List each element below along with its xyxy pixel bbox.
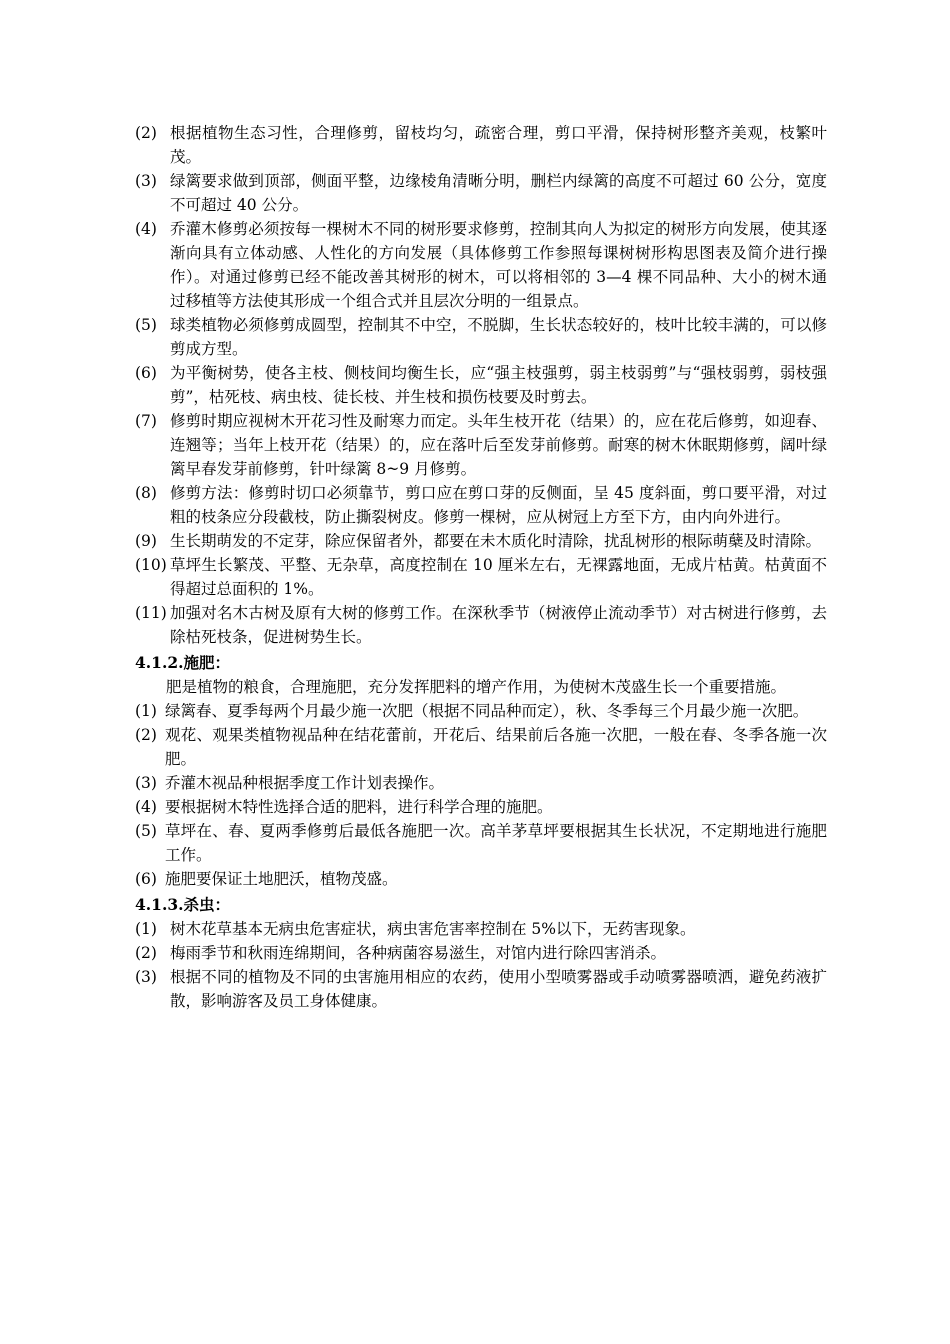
list-item-fertilize-6 — [135, 867, 827, 891]
list-item-pruning-5 — [135, 313, 827, 361]
item-number: (5) — [135, 316, 157, 334]
list-item-pruning-7 — [135, 409, 827, 481]
item-text: 梅雨季节和秋雨连绵期间，各种病菌容易滋生，对馆内进行除四害消杀。 — [170, 944, 667, 962]
list-item-fertilize-3 — [135, 771, 827, 795]
item-number: (2) — [135, 944, 157, 962]
list-item-fertilize-5 — [135, 819, 827, 867]
item-number: (6) — [135, 870, 157, 888]
item-number: (5) — [135, 822, 157, 840]
item-text: 加强对名木古树及原有大树的修剪工作。在深秋季节（树液停止流动季节）对古树进行修剪，去除枯死枝条，促进树势生长。 — [170, 604, 827, 646]
item-number: (1) — [135, 920, 157, 938]
fertilize-intro: 肥是植物的粮食，合理施肥，充分发挥肥料的增产作用，为使树木茂盛生长一个重要措施。 — [166, 678, 787, 696]
item-text: 草坪在、春、夏两季修剪后最低各施肥一次。高羊茅草坪要根据其生长状况，不定期地进行施肥工作。 — [165, 822, 827, 864]
item-text: 修剪方法：修剪时切口必须靠节，剪口应在剪口芽的反侧面，呈 45 度斜面，剪口要平滑，对过粗的枝条应分段截枝，防止撕裂树皮。修剪一棵树，应从树冠上方至下方，由内向外进行。 — [170, 484, 827, 526]
item-text: 乔灌木修剪必须按每一棵树木不同的树形要求修剪，控制其向人为拟定的树形方向发展，使其逐渐向具有立体动感、人性化的方向发展（具体修剪工作参照每课树树形构思图表及简介进行操作）。对通过修剪已经不能改善其树形的树木，可以将相邻的 3—4 棵不同品种、大小的树木通过移植等方法使其形成一个组合式并且层次分明的一组景点。 — [170, 220, 827, 310]
list-item-fertilize-2 — [135, 723, 827, 771]
item-text: 为平衡树势，使各主枝、侧枝间均衡生长，应“强主枝强剪，弱主枝弱剪”与“强枝弱剪，弱枝强剪”，枯死枝、病虫枝、徒长枝、并生枝和损伤枝要及时剪去。 — [170, 364, 827, 406]
item-text: 修剪时期应视树木开花习性及耐寒力而定。头年生枝开花（结果）的，应在花后修剪，如迎春、连翘等；当年上枝开花（结果）的，应在落叶后至发芽前修剪。耐寒的树木休眠期修剪，阔叶绿篱早春发芽前修剪，针叶绿篱 8~9 月修剪。 — [170, 412, 827, 478]
list-item-insect-1 — [135, 917, 827, 941]
item-number: (2) — [135, 124, 157, 142]
item-text: 要根据树木特性选择合适的肥料，进行科学合理的施肥。 — [165, 798, 553, 816]
item-number: (4) — [135, 798, 157, 816]
item-number: (7) — [135, 412, 157, 430]
section-heading-fertilize: 4.1.2.施肥： — [135, 653, 231, 672]
item-number: (4) — [135, 220, 157, 238]
list-item-pruning-10 — [135, 553, 827, 601]
item-text: 草坪生长繁茂、平整、无杂草，高度控制在 10 厘米左右，无裸露地面，无成片枯黄。枯黄面不得超过总面积的 1%。 — [170, 556, 827, 598]
section-heading-insect: 4.1.3.杀虫： — [135, 895, 231, 914]
item-number: (11) — [135, 604, 167, 622]
list-item-pruning-8 — [135, 481, 827, 529]
item-number: (3) — [135, 968, 157, 986]
item-text: 根据植物生态习性，合理修剪，留枝均匀，疏密合理，剪口平滑，保持树形整齐美观，枝繁叶茂。 — [170, 124, 827, 166]
item-text: 施肥要保证土地肥沃，植物茂盛。 — [165, 870, 398, 888]
list-item-pruning-4 — [135, 217, 827, 313]
item-text: 树木花草基本无病虫危害症状，病虫害危害率控制在 5%以下，无药害现象。 — [170, 920, 696, 938]
item-text: 观花、观果类植物视品种在结花蕾前，开花后、结果前后各施一次肥，一般在春、冬季各施一次肥。 — [165, 726, 827, 768]
item-text: 绿篱要求做到顶部，侧面平整，边缘棱角清晰分明，删栏内绿篱的高度不可超过 60 公分，宽度不可超过 40 公分。 — [170, 172, 827, 214]
list-item-pruning-9 — [135, 529, 827, 553]
item-number: (9) — [135, 532, 157, 550]
list-item-pruning-3 — [135, 169, 827, 217]
item-text: 球类植物必须修剪成圆型，控制其不中空，不脱脚，生长状态较好的，枝叶比较丰满的，可以修剪成方型。 — [170, 316, 827, 358]
item-text: 乔灌木视品种根据季度工作计划表操作。 — [165, 774, 445, 792]
list-item-fertilize-1 — [135, 699, 827, 723]
item-number: (10) — [135, 556, 167, 574]
list-item-pruning-2 — [135, 121, 827, 169]
document-body — [135, 121, 827, 1013]
item-number: (3) — [135, 774, 157, 792]
item-number: (3) — [135, 172, 157, 190]
list-item-insect-2 — [135, 941, 827, 965]
item-text: 生长期萌发的不定芽，除应保留者外，都要在未木质化时清除，扰乱树形的根际萌蘖及时清除。 — [170, 532, 822, 550]
list-item-pruning-11 — [135, 601, 827, 649]
item-number: (1) — [135, 702, 157, 720]
item-text: 绿篱春、夏季每两个月最少施一次肥（根据不同品种而定），秋、冬季每三个月最少施一次肥。 — [165, 702, 809, 720]
list-item-fertilize-4 — [135, 795, 827, 819]
list-item-insect-3 — [135, 965, 827, 1013]
list-item-pruning-6 — [135, 361, 827, 409]
item-number: (6) — [135, 364, 157, 382]
item-number: (8) — [135, 484, 157, 502]
item-text: 根据不同的植物及不同的虫害施用相应的农药，使用小型喷雾器或手动喷雾器喷洒，避免药液扩散，影响游客及员工身体健康。 — [170, 968, 827, 1010]
item-number: (2) — [135, 726, 157, 744]
